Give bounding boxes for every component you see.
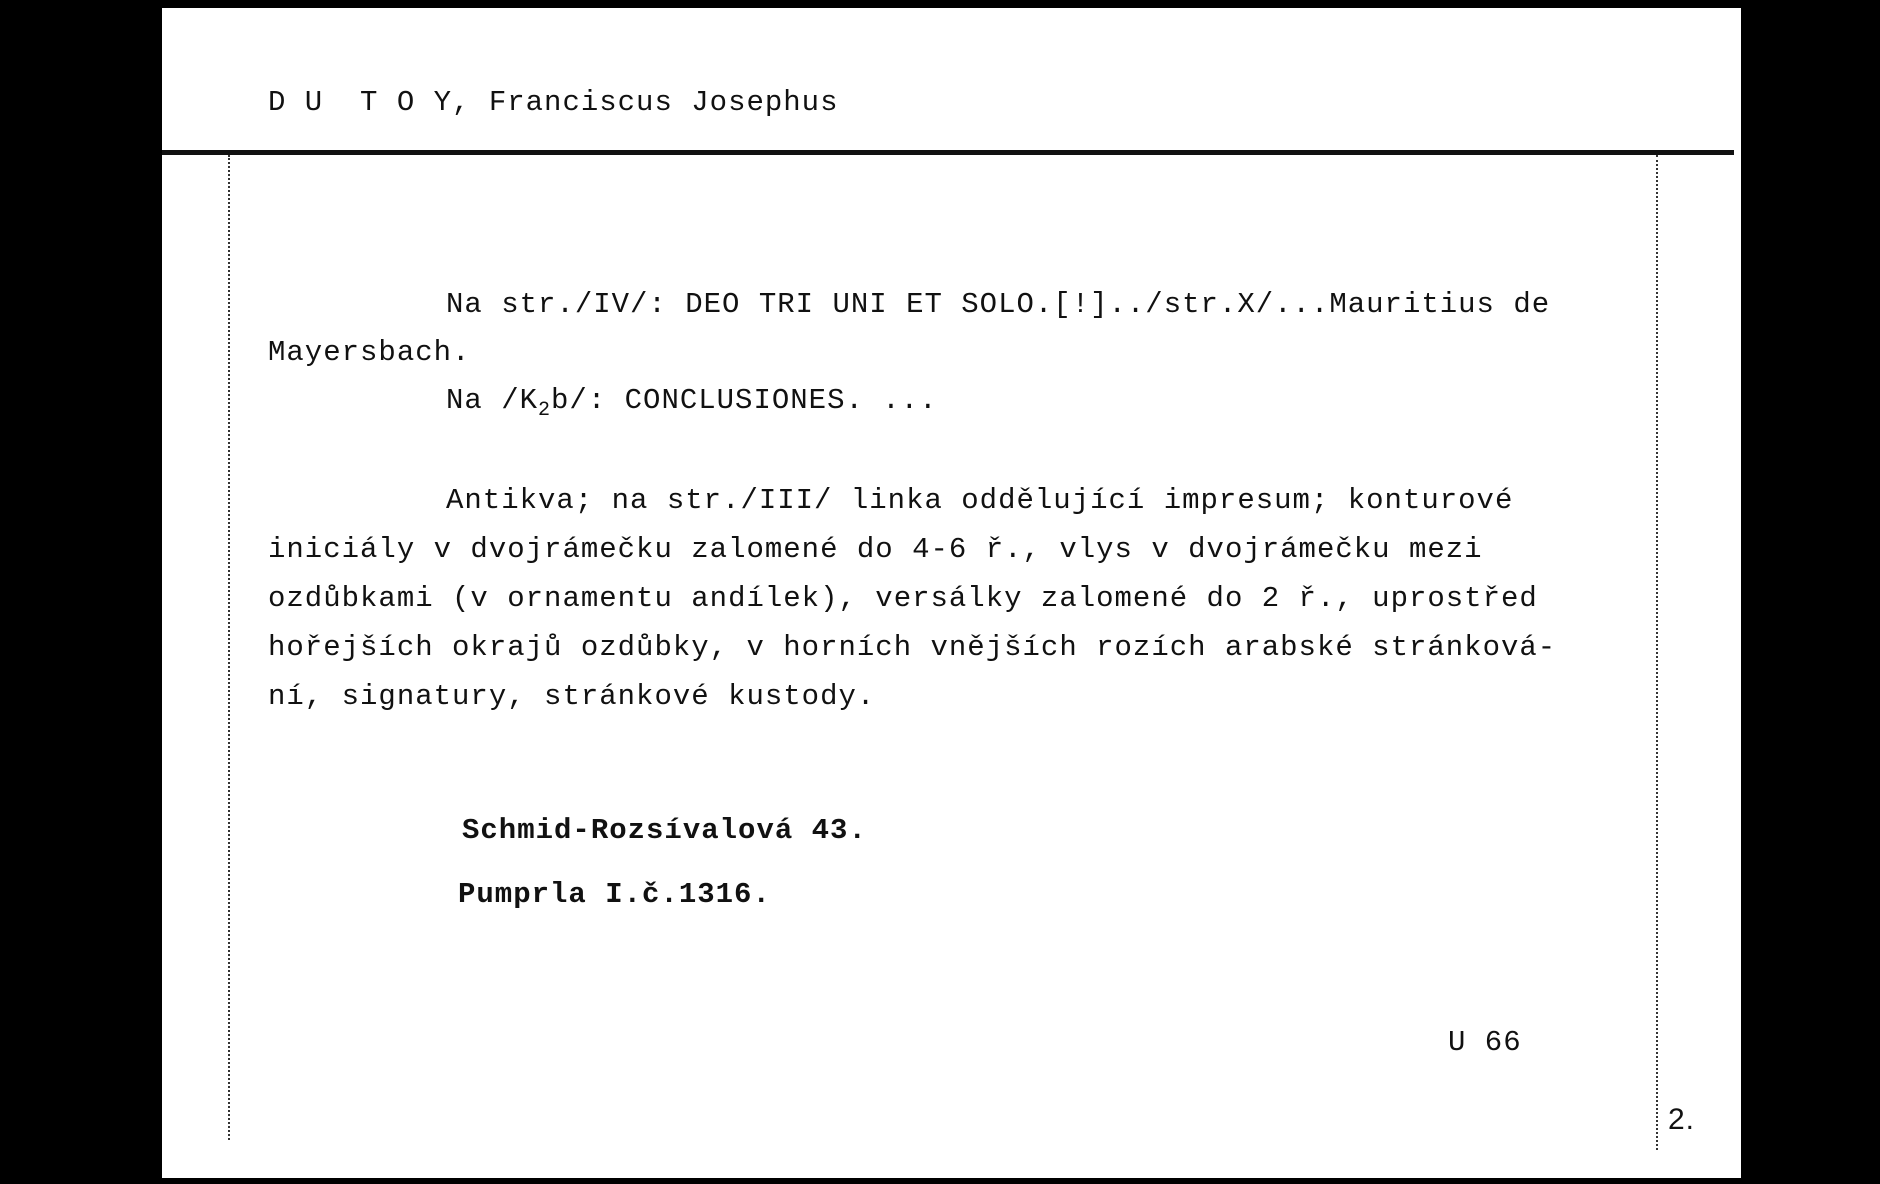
card-heading: D U T O Y, Franciscus Josephus	[268, 86, 839, 119]
body-line-1: Na str./IV/: DEO TRI UNI ET SOLO.[!]../str.X/...Mauritius de	[446, 288, 1551, 321]
reference-1: Schmid-Rozsívalová 43.	[462, 814, 867, 847]
left-margin-line	[228, 155, 230, 1140]
description-line-4: hořejších okrajů ozdůbky, v horních vnějších rozích arabské stránková-	[268, 631, 1557, 664]
body-line-2: Mayersbach.	[268, 336, 471, 369]
body-line-3: Na $/K_2b/$: CONCLUSIONES. ...	[446, 384, 938, 422]
description-line-3: ozdůbkami (v ornamentu andílek), versálky zalomené do 2 ř., uprostřed	[268, 582, 1538, 615]
description-line-5: ní, signatury, stránkové kustody.	[268, 680, 876, 713]
right-margin-line	[1656, 155, 1658, 1150]
reference-2: Pumprla I.č.1316.	[458, 878, 771, 911]
shelf-mark: U 66	[1448, 1026, 1522, 1059]
page-number: 2.	[1668, 1103, 1696, 1136]
heading-rule	[162, 150, 1734, 155]
description-line-2: iniciály v dvojrámečku zalomené do 4-6 ř., vlys v dvojrámečku mezi	[268, 533, 1483, 566]
description-line-1: Antikva; na str./III/ linka oddělující impresum; konturové	[446, 484, 1514, 517]
